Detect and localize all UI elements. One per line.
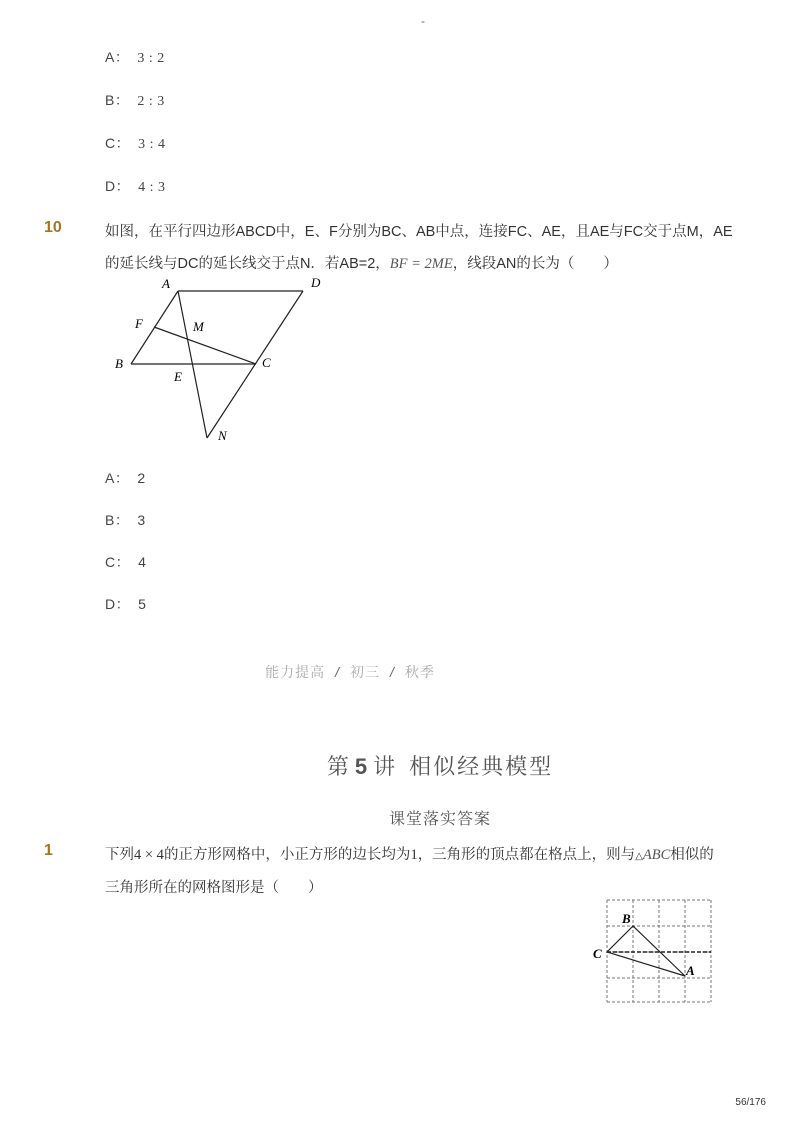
label-c: C <box>593 946 602 961</box>
q9-option-b[interactable] <box>105 90 165 110</box>
q1-text-line1 <box>105 843 714 864</box>
q1-post: 相似的 <box>670 847 714 863</box>
option-key: D： <box>105 178 131 194</box>
label-a: A <box>686 963 695 978</box>
q9-option-d[interactable] <box>105 176 166 196</box>
question-number-10: 10 <box>44 219 62 236</box>
page-number: 56/176 <box>735 1097 766 1108</box>
label-e: E <box>174 369 182 384</box>
q10-text-line1: 如图，在平行四边形ABCD中，E、F分别为BC、AB中点，连接FC、AE，且AE与FC交于点M，AE <box>105 224 733 240</box>
running-footer <box>0 662 700 682</box>
footer-part1: 能力提高 <box>265 664 326 680</box>
label-a: A <box>162 276 170 291</box>
q10-option-b[interactable] <box>105 510 146 530</box>
q9-option-a[interactable] <box>105 47 165 67</box>
label-f: F <box>135 316 143 331</box>
q10-parallelogram-figure <box>110 272 340 447</box>
footer-separator: / <box>390 664 395 680</box>
triangle-symbol: △ <box>635 851 643 862</box>
option-value: 5 <box>138 596 147 612</box>
question-number-1: 1 <box>44 842 53 859</box>
q10-option-d[interactable] <box>105 594 146 614</box>
option-key: B： <box>105 92 130 108</box>
lecture-prefix: 第 <box>326 754 351 779</box>
header-dash: - <box>421 14 425 28</box>
q1-side-length: 1 <box>410 847 418 863</box>
label-c: C <box>262 355 271 370</box>
option-key: A： <box>105 49 130 65</box>
triangle-abc <box>607 926 685 976</box>
option-key: A： <box>105 470 130 486</box>
option-key: D： <box>105 596 131 612</box>
footer-part2: 初三 <box>350 664 380 680</box>
option-value: 2 : 3 <box>137 94 165 109</box>
q10-math-expression: BF = 2ME <box>389 256 453 272</box>
label-d: D <box>311 275 321 290</box>
section-subtitle: 课堂落实答案 <box>388 811 491 828</box>
footer-part3: 秋季 <box>404 664 435 680</box>
option-value: 2 <box>137 470 146 486</box>
q1-grid-figure <box>590 896 715 1006</box>
q10-option-c[interactable] <box>105 552 146 572</box>
label-m: M <box>193 319 204 334</box>
option-value: 4 <box>138 554 147 570</box>
figure-lines <box>131 291 303 438</box>
q1-text-line2: 三角形所在的网格图形是（ ） <box>105 880 323 896</box>
option-value: 3 : 2 <box>137 51 165 66</box>
option-key: C： <box>105 554 131 570</box>
q1-pre: 下列 <box>105 847 134 863</box>
q9-option-c[interactable] <box>105 133 166 153</box>
q10-line2-pre: 的延长线与DC的延长线交于点N．若AB=2， <box>105 256 390 272</box>
lecture-suffix: 讲 <box>373 754 398 779</box>
q1-triangle-name: ABC <box>642 847 671 863</box>
option-value: 3 <box>137 512 146 528</box>
footer-separator: / <box>335 664 340 680</box>
label-b: B <box>622 911 631 926</box>
lecture-name: 相似经典模型 <box>409 754 554 779</box>
option-key: C： <box>105 135 131 151</box>
option-value: 3 : 4 <box>138 137 166 152</box>
lecture-number: 5 <box>354 754 370 779</box>
q10-option-a[interactable] <box>105 468 146 488</box>
q1-mid2: ，三角形的顶点都在格点上，则与 <box>417 847 636 863</box>
q1-grid-size: 4 × 4 <box>134 847 164 863</box>
label-b: B <box>115 356 123 371</box>
lecture-title <box>0 750 800 781</box>
q1-mid: 的正方形网格中，小正方形的边长均为 <box>163 847 411 863</box>
option-key: B： <box>105 512 130 528</box>
q10-line2-post: ，线段AN的长为（ ） <box>452 256 618 272</box>
option-value: 4 : 3 <box>138 180 166 195</box>
label-n: N <box>218 428 227 443</box>
q10-text-line2 <box>105 252 618 273</box>
